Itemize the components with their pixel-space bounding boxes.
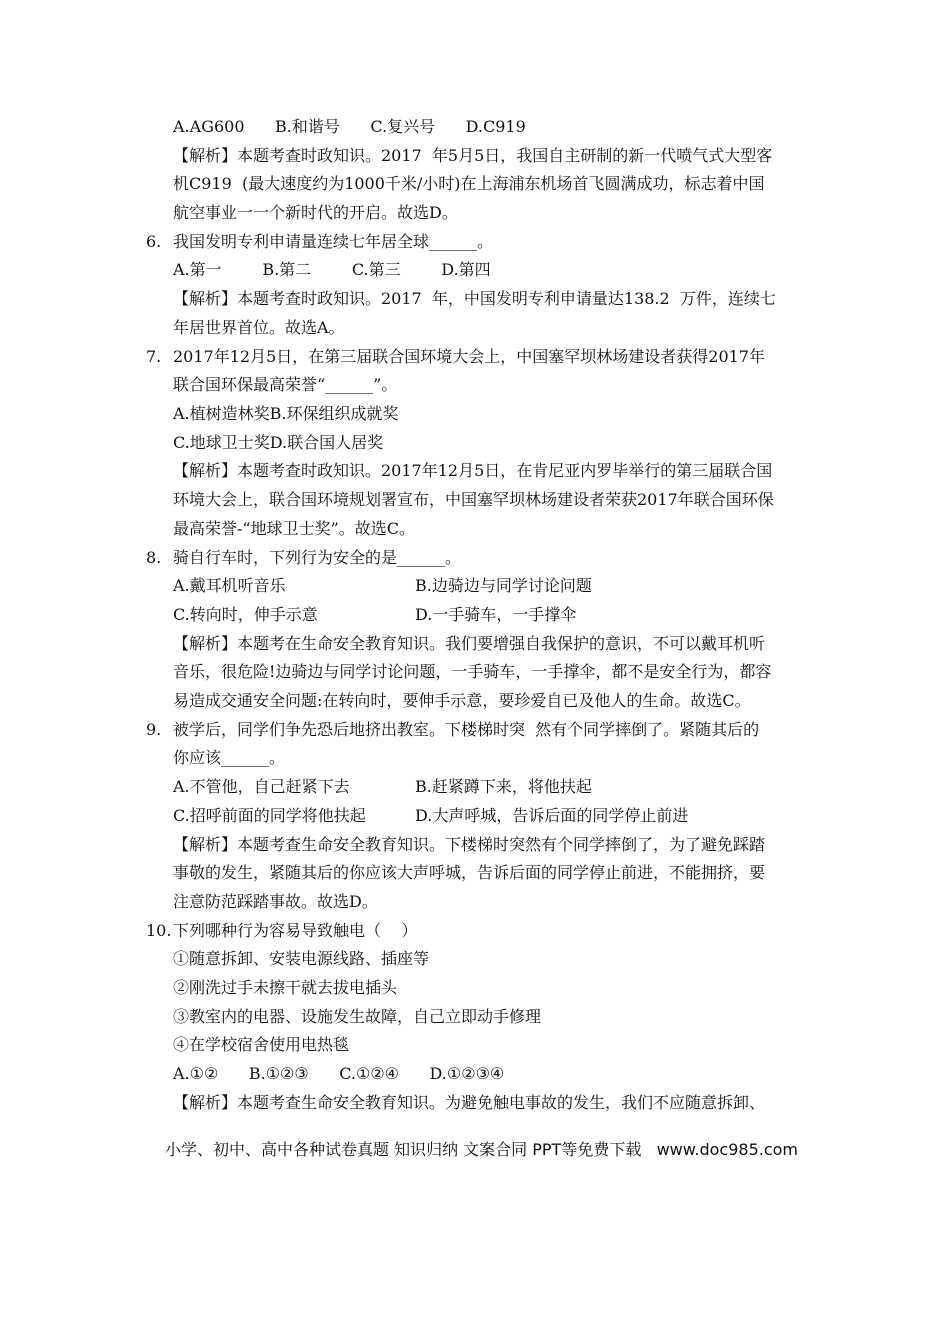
q9-stem-line-2: 你应该______。 <box>173 748 286 767</box>
footer-banner: 小学、初中、高中各种试卷真题 知识归纳 文案合同 PPT等免费下载 www.doc985.com <box>165 1140 799 1159</box>
q8-option-d: D.一手骑车，一手撑伞 <box>415 605 577 624</box>
q9-analysis-line-2: 事敬的发生，紧随其后的你应该大声呼城，告诉后面的同学停止前进，不能拥挤，要 <box>173 863 766 882</box>
q6-analysis-line-2: 年居世界首位。故选A。 <box>173 318 345 337</box>
q5-analysis-line-2: 机C919 (最大速度约为1000千米/小时)在上海浦东机场首飞圆满成功，标志着中国 <box>173 174 765 193</box>
q7-analysis-line-2: 环境大会上，联合国环境规划署宣布，中国塞罕坝林场建设者荣获2017年联合国环保 <box>173 490 774 509</box>
q7-stem-line-1: 2017年12月5日，在第三届联合国环境大会上，中国塞罕坝林场建设者获得2017年 <box>173 347 765 366</box>
q7-analysis-line-3: 最高荣誉-“地球卫士奖”。故选C。 <box>173 519 416 538</box>
q8-analysis-line-1: 【解析】本题考在生命安全教育知识。我们要增强自我保护的意识，不可以戴耳机听 <box>173 634 766 653</box>
q9-option-c: C.招呼前面的同学将他扶起 <box>173 806 366 825</box>
q6-number: 6. <box>146 232 162 251</box>
q7-options-line-1: A.植树造林奖B.环保组织成就奖 <box>173 404 399 423</box>
q9-option-b: B.赶紧蹲下来，将他扶起 <box>415 777 592 796</box>
q9-option-a: A.不管他，自己赶紧下去 <box>173 777 350 796</box>
q7-options-line-2: C.地球卫士奖D.联合国人居奖 <box>173 433 384 452</box>
q9-analysis-line-1: 【解析】本题考查生命安全教育知识。下楼梯时突然有个同学摔倒了，为了避免踩踏 <box>173 835 766 854</box>
q6-stem: 我国发明专利申请量连续七年居全球______。 <box>173 232 494 251</box>
q8-number: 8. <box>146 548 162 567</box>
q7-stem-line-2: 联合国环保最高荣誉“______”。 <box>173 375 398 394</box>
q6-options: A.第一 B.第二 C.第三 D.第四 <box>173 260 491 279</box>
q8-analysis-line-3: 易造成交通安全问题:在转向时，要伸手示意，要珍爱自已及他人的生命。故选C。 <box>173 691 751 710</box>
q5-analysis-line-1: 【解析】本题考查时政知识。2017 年5月5日，我国自主研制的新一代喷气式大型客 <box>173 146 773 165</box>
q7-number: 7. <box>146 347 162 366</box>
q9-option-d: D.大声呼城，告诉后面的同学停止前进 <box>415 806 689 825</box>
q5-options: A.AG600 B.和谐号 C.复兴号 D.C919 <box>173 117 526 136</box>
q8-option-a: A.戴耳机听音乐 <box>173 576 286 595</box>
q10-stem: 下列哪种行为容易导致触电（ ） <box>173 921 418 940</box>
q9-number: 9. <box>146 720 162 739</box>
q5-analysis-line-3: 航空事业一一个新时代的开启。故选D。 <box>173 203 458 222</box>
q8-stem: 骑自行车时，下列行为安全的是______。 <box>173 548 462 567</box>
q10-number: 10. <box>146 921 172 940</box>
q8-option-b: B.边骑边与同学讨论问题 <box>415 576 592 595</box>
q10-options: A.①② B.①②③ C.①②④ D.①②③④ <box>173 1064 505 1083</box>
q10-item-3: ③教室内的电器、设施发生故障，自己立即动手修理 <box>173 1007 542 1026</box>
q9-analysis-line-3: 注意防范踩踏事故。故选D。 <box>173 892 378 911</box>
q10-item-2: ②刚洗过手未擦干就去拔电插头 <box>173 978 398 997</box>
q10-item-1: ①随意拆卸、安装电源线路、插座等 <box>173 949 430 968</box>
q9-stem-line-1: 被学后，同学们争先恐后地挤出教室。下楼梯时突 然有个同学摔倒了。紧随其后的 <box>173 720 760 739</box>
q10-analysis-line-1: 【解析】本题考查生命安全教育知识。为避免触电事故的发生，我们不应随意拆卸、 <box>173 1093 766 1112</box>
q7-analysis-line-1: 【解析】本题考查时政知识。2017年12月5日，在肯尼亚内罗毕举行的第三届联合国 <box>173 461 773 480</box>
q8-analysis-line-2: 音乐，很危险!边骑边与同学讨论问题，一手骑车，一手撑伞，都不是安全行为，都容 <box>173 662 772 681</box>
q8-option-c: C.转向时，伸手示意 <box>173 605 318 624</box>
q6-analysis-line-1: 【解析】本题考查时政知识。2017 年，中国发明专利申请量达138.2 万件，连续七 <box>173 289 776 308</box>
q10-item-4: ④在学校宿舍使用电热毯 <box>173 1035 350 1054</box>
